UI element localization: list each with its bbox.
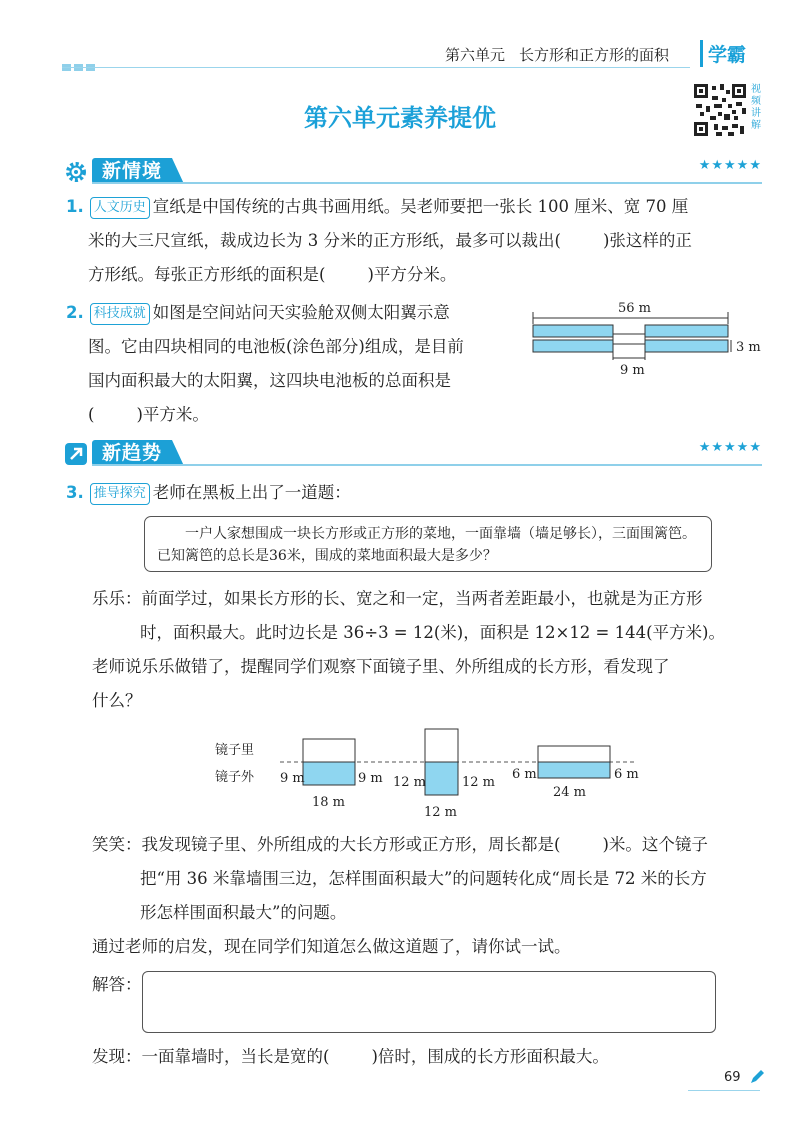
- reflection-rect: [303, 739, 355, 762]
- reflection-rect: [538, 746, 610, 762]
- header-unit: 第六单元: [445, 46, 506, 64]
- bottom-label: 18 m: [312, 795, 346, 810]
- garden-rect: [425, 762, 458, 795]
- mirror-figure: [210, 724, 650, 824]
- question-number: 3.: [66, 483, 84, 502]
- section-rule: [92, 464, 762, 466]
- question-text: )张这样的正: [602, 231, 692, 250]
- dialogue-text: 乐乐：前面学过，如果长方形的长、宽之和一定，当两者差距最小，也就是为正方形: [92, 589, 703, 608]
- reflection-rect: [425, 729, 458, 762]
- width-label: 3 m: [736, 340, 761, 355]
- section-rule: [92, 182, 762, 184]
- brand-logo: 学霸: [700, 40, 746, 67]
- finding-text: )倍时，围成的长方形面积最大。: [371, 1047, 609, 1066]
- header-chapter: 长方形和正方形的面积: [519, 46, 670, 64]
- topic-tag: 人文历史: [90, 197, 150, 219]
- question-text: 方形纸。每张正方形纸的面积是(: [88, 265, 326, 284]
- question-text: (: [88, 405, 95, 424]
- question-1-line-2: [66, 224, 766, 258]
- question-2: [66, 296, 536, 432]
- problem-text: 一户人家想围成一块长方形或正方形的菜地，一面靠墙（墙足够长），三面围篱笆。已知篱笆的总长是36米，围成的菜地面积最大是多少？: [157, 526, 696, 564]
- question-text: 老师在黑板上出了一道题：: [152, 483, 351, 502]
- question-number: 1.: [66, 197, 84, 216]
- instruction-text: 通过老师的启发，现在同学们知道怎么做这道题了，请你试一试。: [92, 937, 571, 956]
- trend-arrow-icon: [64, 442, 88, 466]
- question-text: )平方分米。: [367, 265, 457, 284]
- length-label: 56 m: [618, 301, 652, 316]
- lele-answer: [92, 582, 764, 718]
- finding-text: 发现：一面靠墙时，当长是宽的(: [92, 1047, 330, 1066]
- xiaoxiao-line-1: [92, 828, 764, 862]
- question-3-intro: [66, 476, 351, 510]
- difficulty-stars: ★★★★★: [698, 440, 762, 455]
- dialogue-text: 时，面积最大。此时边长是 36÷3 = 12(米)，面积是 12×12 = 144(平方米)。: [140, 623, 725, 642]
- bottom-label: 24 m: [553, 785, 587, 800]
- solar-panel: [645, 340, 728, 352]
- question-text: )平方米。: [136, 405, 209, 424]
- pencil-icon: [748, 1068, 766, 1086]
- side-label: 9 m: [280, 771, 305, 786]
- dialogue-text: 形怎样围面积最大”的问题。: [140, 903, 347, 922]
- qr-label: 视频讲解: [751, 84, 761, 131]
- bottom-label: 12 m: [424, 805, 458, 820]
- question-text: 如图是空间站问天实验舱双侧太阳翼示意: [152, 303, 450, 322]
- section-label: 新趋势: [92, 440, 172, 466]
- solar-panel: [645, 325, 728, 337]
- solar-wing-figure: [528, 298, 768, 378]
- answer-label: 解答：: [92, 975, 142, 994]
- mirror-outside-label: 镜子外: [215, 770, 255, 785]
- question-text: 图。它由四块相同的电池板(涂色部分)组成，是目前: [88, 337, 464, 356]
- dialogue-text: 笑笑：我发现镜子里、外所组成的大长方形或正方形，周长都是(: [92, 835, 561, 854]
- dialogue-text: 老师说乐乐做错了，提醒同学们观察下面镜子里、外所组成的长方形，看发现了: [92, 657, 670, 676]
- question-1-line-1: [66, 190, 766, 224]
- gear-icon: [64, 160, 88, 184]
- topic-tag: 推导探究: [90, 483, 150, 505]
- dialogue-text: 把“用 36 米靠墙围三边，怎样围面积最大”的问题转化成“周长是 72 米的长方: [140, 869, 707, 888]
- difficulty-stars: ★★★★★: [698, 158, 762, 173]
- gap-label: 9 m: [620, 363, 645, 378]
- qr-code-icon[interactable]: [692, 82, 748, 138]
- side-label: 9 m: [358, 771, 383, 786]
- question-2-line-1: [66, 296, 536, 330]
- section-new-trend: [64, 440, 762, 466]
- dialogue-text: )米。这个镜子: [602, 835, 708, 854]
- garden-rect: [538, 762, 610, 778]
- header-rule: [62, 67, 690, 68]
- side-label: 6 m: [512, 767, 537, 782]
- solar-panel: [533, 340, 613, 352]
- garden-rect: [303, 762, 355, 785]
- solar-panel: [533, 325, 613, 337]
- question-number: 2.: [66, 303, 84, 322]
- header-title: [445, 44, 669, 65]
- question-1: [66, 190, 766, 292]
- side-label: 12 m: [462, 775, 496, 790]
- answer-box[interactable]: [142, 971, 716, 1033]
- dialogue-text: 什么？: [92, 691, 142, 710]
- page-title: 第六单元素养提优: [304, 104, 496, 132]
- question-text: 米的大三尺宣纸，裁成边长为 3 分米的正方形纸，最多可以裁出(: [88, 231, 561, 250]
- header-decoration: [62, 56, 98, 75]
- question-2-line-4: [66, 398, 536, 432]
- topic-tag: 科技成就: [90, 303, 150, 325]
- page-number: 69: [724, 1070, 741, 1085]
- section-label: 新情境: [92, 158, 172, 184]
- mirror-inside-label: 镜子里: [215, 743, 255, 758]
- side-label: 12 m: [393, 775, 427, 790]
- side-label: 6 m: [614, 767, 639, 782]
- question-1-line-3: [66, 258, 766, 292]
- blackboard-problem: [144, 516, 712, 572]
- page-number-rule: [688, 1090, 760, 1091]
- section-new-context: [64, 158, 762, 184]
- question-text: 国内面积最大的太阳翼，这四块电池板的总面积是: [88, 371, 451, 390]
- xiaoxiao-answer: [92, 828, 764, 964]
- finding-line: [92, 1040, 609, 1074]
- question-text: 宣纸是中国传统的古典书画用纸。吴老师要把一张长 100 厘米、宽 70 厘: [152, 197, 689, 216]
